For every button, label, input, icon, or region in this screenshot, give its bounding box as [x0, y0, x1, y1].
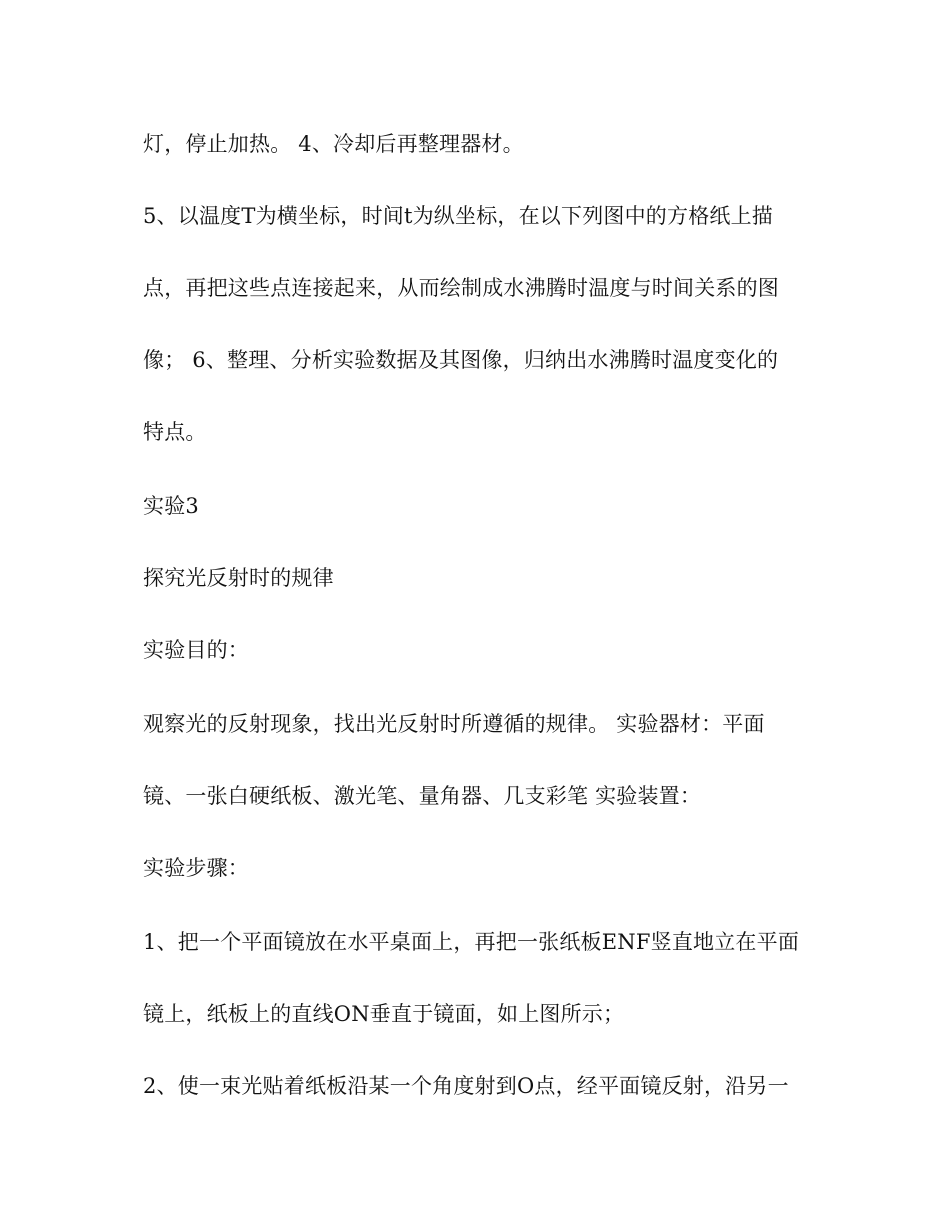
- paragraph-line: 点，再把这些点连接起来，从而绘制成水沸腾时温度与时间关系的图: [143, 276, 779, 300]
- paragraph-line: 2、使一束光贴着纸板沿某一个角度射到O点，经平面镜反射，沿另一: [143, 1074, 789, 1098]
- paragraph-line: 5、以温度T为横坐标，时间t为纵坐标，在以下列图中的方格纸上描: [143, 204, 774, 228]
- paragraph-line: 镜上，纸板上的直线ON垂直于镜面，如上图所示；: [143, 1002, 625, 1026]
- section-heading: 实验3: [143, 494, 199, 518]
- paragraph-line: 1、把一个平面镜放在水平桌面上，再把一张纸板ENF竖直地立在平面: [143, 930, 800, 954]
- subheading-purpose: 实验目的：: [143, 638, 249, 662]
- subheading-steps: 实验步骤：: [143, 856, 249, 880]
- paragraph-line: 灯，停止加热。 4、冷却后再整理器材。: [143, 132, 524, 156]
- paragraph-line: 特点。: [143, 420, 207, 444]
- paragraph-line: 像； 6、整理、分析实验数据及其图像，归纳出水沸腾时温度变化的: [143, 348, 779, 372]
- paragraph-line: 镜、一张白硬纸板、激光笔、量角器、几支彩笔 实验装置：: [143, 784, 702, 808]
- experiment-title: 探究光反射时的规律: [143, 566, 334, 590]
- paragraph-line: 观察光的反射现象，找出光反射时所遵循的规律。 实验器材：平面: [143, 712, 765, 736]
